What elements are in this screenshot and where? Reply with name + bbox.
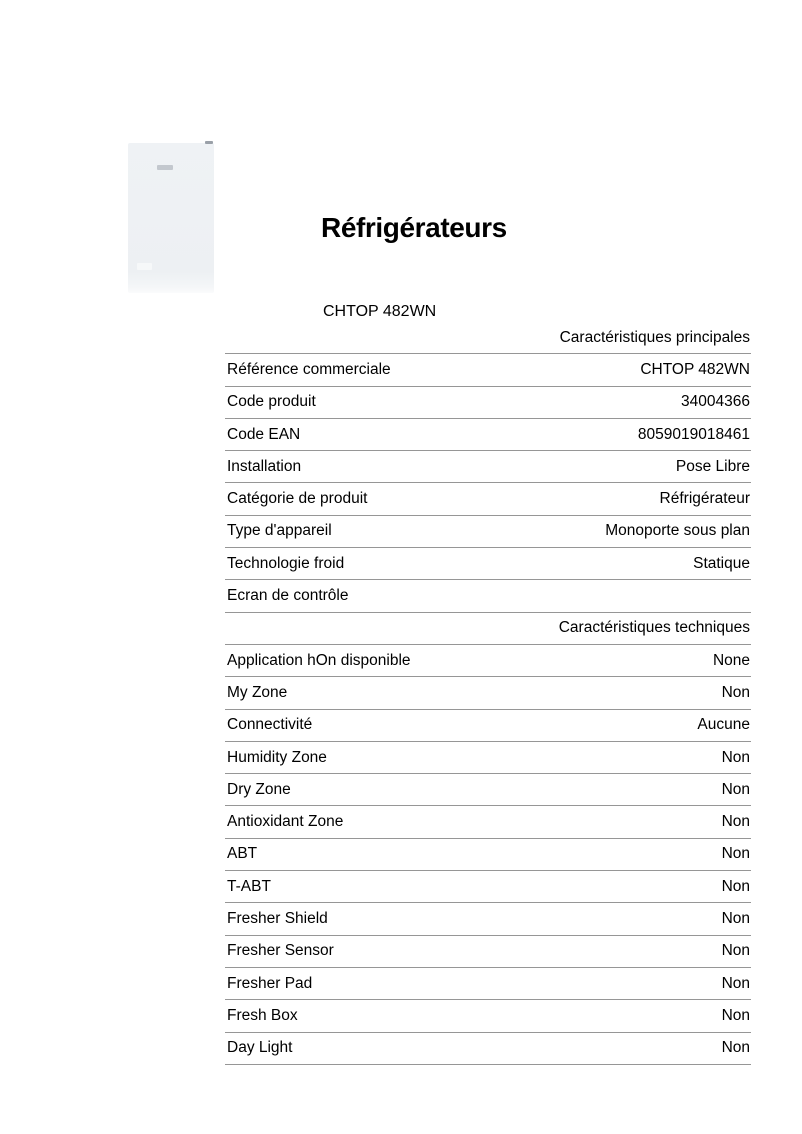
table-row bbox=[225, 354, 751, 386]
spec-label: Référence commerciale bbox=[227, 360, 391, 378]
table-row bbox=[225, 968, 751, 1000]
spec-label: Fresher Sensor bbox=[227, 942, 334, 960]
spec-value: Pose Libre bbox=[675, 457, 750, 475]
table-row bbox=[225, 871, 751, 903]
spec-label: Day Light bbox=[227, 1039, 293, 1057]
spec-value: Non bbox=[721, 780, 750, 798]
spec-label: Connectivité bbox=[227, 716, 313, 734]
spec-label: Ecran de contrôle bbox=[227, 587, 349, 605]
spec-value: Non bbox=[721, 748, 750, 766]
spec-label: Installation bbox=[227, 457, 302, 475]
section-header-label: Caractéristiques techniques bbox=[558, 619, 750, 637]
spec-label: ABT bbox=[227, 845, 258, 863]
spec-label: Application hOn disponible bbox=[227, 651, 411, 669]
spec-value: Non bbox=[721, 1039, 750, 1057]
spec-label: T-ABT bbox=[227, 877, 271, 895]
spec-label: Fresh Box bbox=[227, 1006, 298, 1024]
spec-value: Non bbox=[721, 909, 750, 927]
table-row bbox=[225, 677, 751, 709]
spec-value: Aucune bbox=[697, 716, 750, 734]
door-handle-mark bbox=[137, 263, 152, 270]
table-row bbox=[225, 548, 751, 580]
spec-label: Antioxidant Zone bbox=[227, 813, 344, 831]
spec-value: Statique bbox=[693, 554, 750, 572]
page-title: Réfrigérateurs bbox=[321, 212, 507, 243]
section-header-label: Caractéristiques principales bbox=[559, 328, 750, 346]
product-model: CHTOP 482WN bbox=[323, 303, 437, 320]
table-row bbox=[225, 903, 751, 935]
spec-value: Non bbox=[721, 813, 750, 831]
table-row bbox=[225, 839, 751, 871]
table-row bbox=[225, 580, 751, 612]
spec-value: Non bbox=[721, 683, 750, 701]
spec-value: 8059019018461 bbox=[637, 425, 750, 443]
table-row bbox=[225, 451, 751, 483]
table-section-header bbox=[225, 613, 751, 645]
spec-label: Code produit bbox=[227, 393, 316, 411]
door-hinge-mark bbox=[205, 141, 213, 144]
table-row bbox=[225, 419, 751, 451]
spec-table bbox=[225, 322, 751, 1065]
spec-label: Humidity Zone bbox=[227, 748, 327, 766]
spec-label: Code EAN bbox=[227, 425, 301, 443]
spec-label: Technologie froid bbox=[227, 554, 345, 572]
spec-value: CHTOP 482WN bbox=[640, 360, 750, 378]
table-row bbox=[225, 516, 751, 548]
table-row bbox=[225, 936, 751, 968]
spec-value: Non bbox=[721, 942, 750, 960]
spec-label: My Zone bbox=[227, 683, 288, 701]
spec-value: Réfrigérateur bbox=[659, 490, 750, 508]
spec-value: Monoporte sous plan bbox=[605, 522, 750, 540]
table-row bbox=[225, 1000, 751, 1032]
spec-label: Dry Zone bbox=[227, 780, 291, 798]
product-image bbox=[128, 143, 214, 293]
table-row bbox=[225, 806, 751, 838]
table-row bbox=[225, 1033, 751, 1065]
table-row bbox=[225, 774, 751, 806]
table-row bbox=[225, 742, 751, 774]
spec-value: Non bbox=[721, 1006, 750, 1024]
table-row bbox=[225, 645, 751, 677]
spec-value: Non bbox=[721, 877, 750, 895]
table-row bbox=[225, 387, 751, 419]
spec-value: None bbox=[712, 651, 750, 669]
spec-label: Fresher Shield bbox=[227, 909, 328, 927]
brand-logo-mark bbox=[157, 165, 173, 170]
table-row bbox=[225, 710, 751, 742]
spec-label: Fresher Pad bbox=[227, 974, 313, 992]
table-section-header bbox=[225, 322, 751, 354]
spec-value: 34004366 bbox=[681, 393, 750, 411]
table-row bbox=[225, 483, 751, 515]
spec-value: Non bbox=[721, 974, 750, 992]
spec-label: Type d'appareil bbox=[227, 522, 332, 540]
spec-value: Non bbox=[721, 845, 750, 863]
spec-label: Catégorie de produit bbox=[227, 490, 368, 508]
